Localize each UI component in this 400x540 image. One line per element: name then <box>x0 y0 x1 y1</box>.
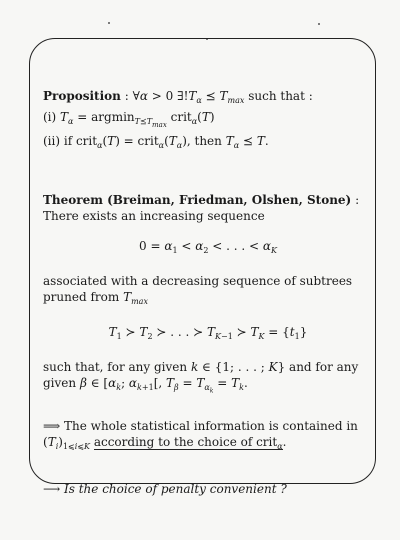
slide-content <box>43 88 373 497</box>
theorem-title-suffix: : <box>351 193 360 207</box>
proposition-title: Proposition <box>43 89 121 103</box>
subtree-sequence: $T_1$ ≻ $T_2$ ≻ . . . ≻ $T_{K-1}$ ≻ $T_K = \{t_1\}$ <box>108 325 308 341</box>
proposition-item-ii: (ii) if crit$_\alpha$(T) = $crit_\alpha(T_\alpha)$, then $T_\alpha$ ⪯ T. <box>43 134 269 150</box>
proposition-item-i: (i) $T_\alpha = argmin_{T⪯Tmax}$ crit$_\alpha$(T) <box>43 110 215 129</box>
scan-speck <box>318 23 320 25</box>
conclusion-line1 <box>43 418 373 434</box>
scan-speck <box>108 22 110 24</box>
theorem-heading <box>43 192 373 208</box>
conclusion-text1: The whole statistical information is contained in <box>60 418 358 433</box>
theorem-line4: such that, for any given k ∈ {1; . . . ; K} and for any <box>43 360 359 374</box>
conclusion-underlined-text: according to the choice of crit$_\alpha$ <box>93 434 283 451</box>
proposition-statement: : ∀α > 0 $\exists!T_\alpha$ ⪯ $T_{max}$ such that : <box>124 89 313 105</box>
theorem-line1: There exists an increasing sequence <box>43 209 265 223</box>
theorem-block <box>43 192 373 400</box>
proposition-line <box>43 88 373 109</box>
alpha-sequence: $0 = \alpha_1 < \alpha_2$ < . . . < $\alpha_K$ <box>139 239 277 255</box>
proposition-block <box>43 88 373 154</box>
question-text: Is the choice of penalty convenient ? <box>60 481 287 496</box>
conclusion-block <box>43 418 373 455</box>
theorem-line5: given β ∈ [$\alpha_k$; $\alpha_{k+1}$[, $T_\beta = T_{\alpha_k} = T_k$. <box>43 376 248 395</box>
implies-arrow: ⟹ <box>43 418 61 433</box>
theorem-line2: associated with a decreasing sequence of subtrees <box>43 274 353 288</box>
theorem-line3: pruned from $T_{max}$ <box>43 290 148 306</box>
conclusion-line2: $(T_i)_{1⩽i⩽K}$ according to the choice of crit$_\alpha$. <box>43 434 287 451</box>
question-block <box>43 481 373 497</box>
theorem-title: Theorem (Breiman, Friedman, Olshen, Stone) <box>43 193 352 207</box>
right-arrow: ⟶ <box>43 481 61 496</box>
